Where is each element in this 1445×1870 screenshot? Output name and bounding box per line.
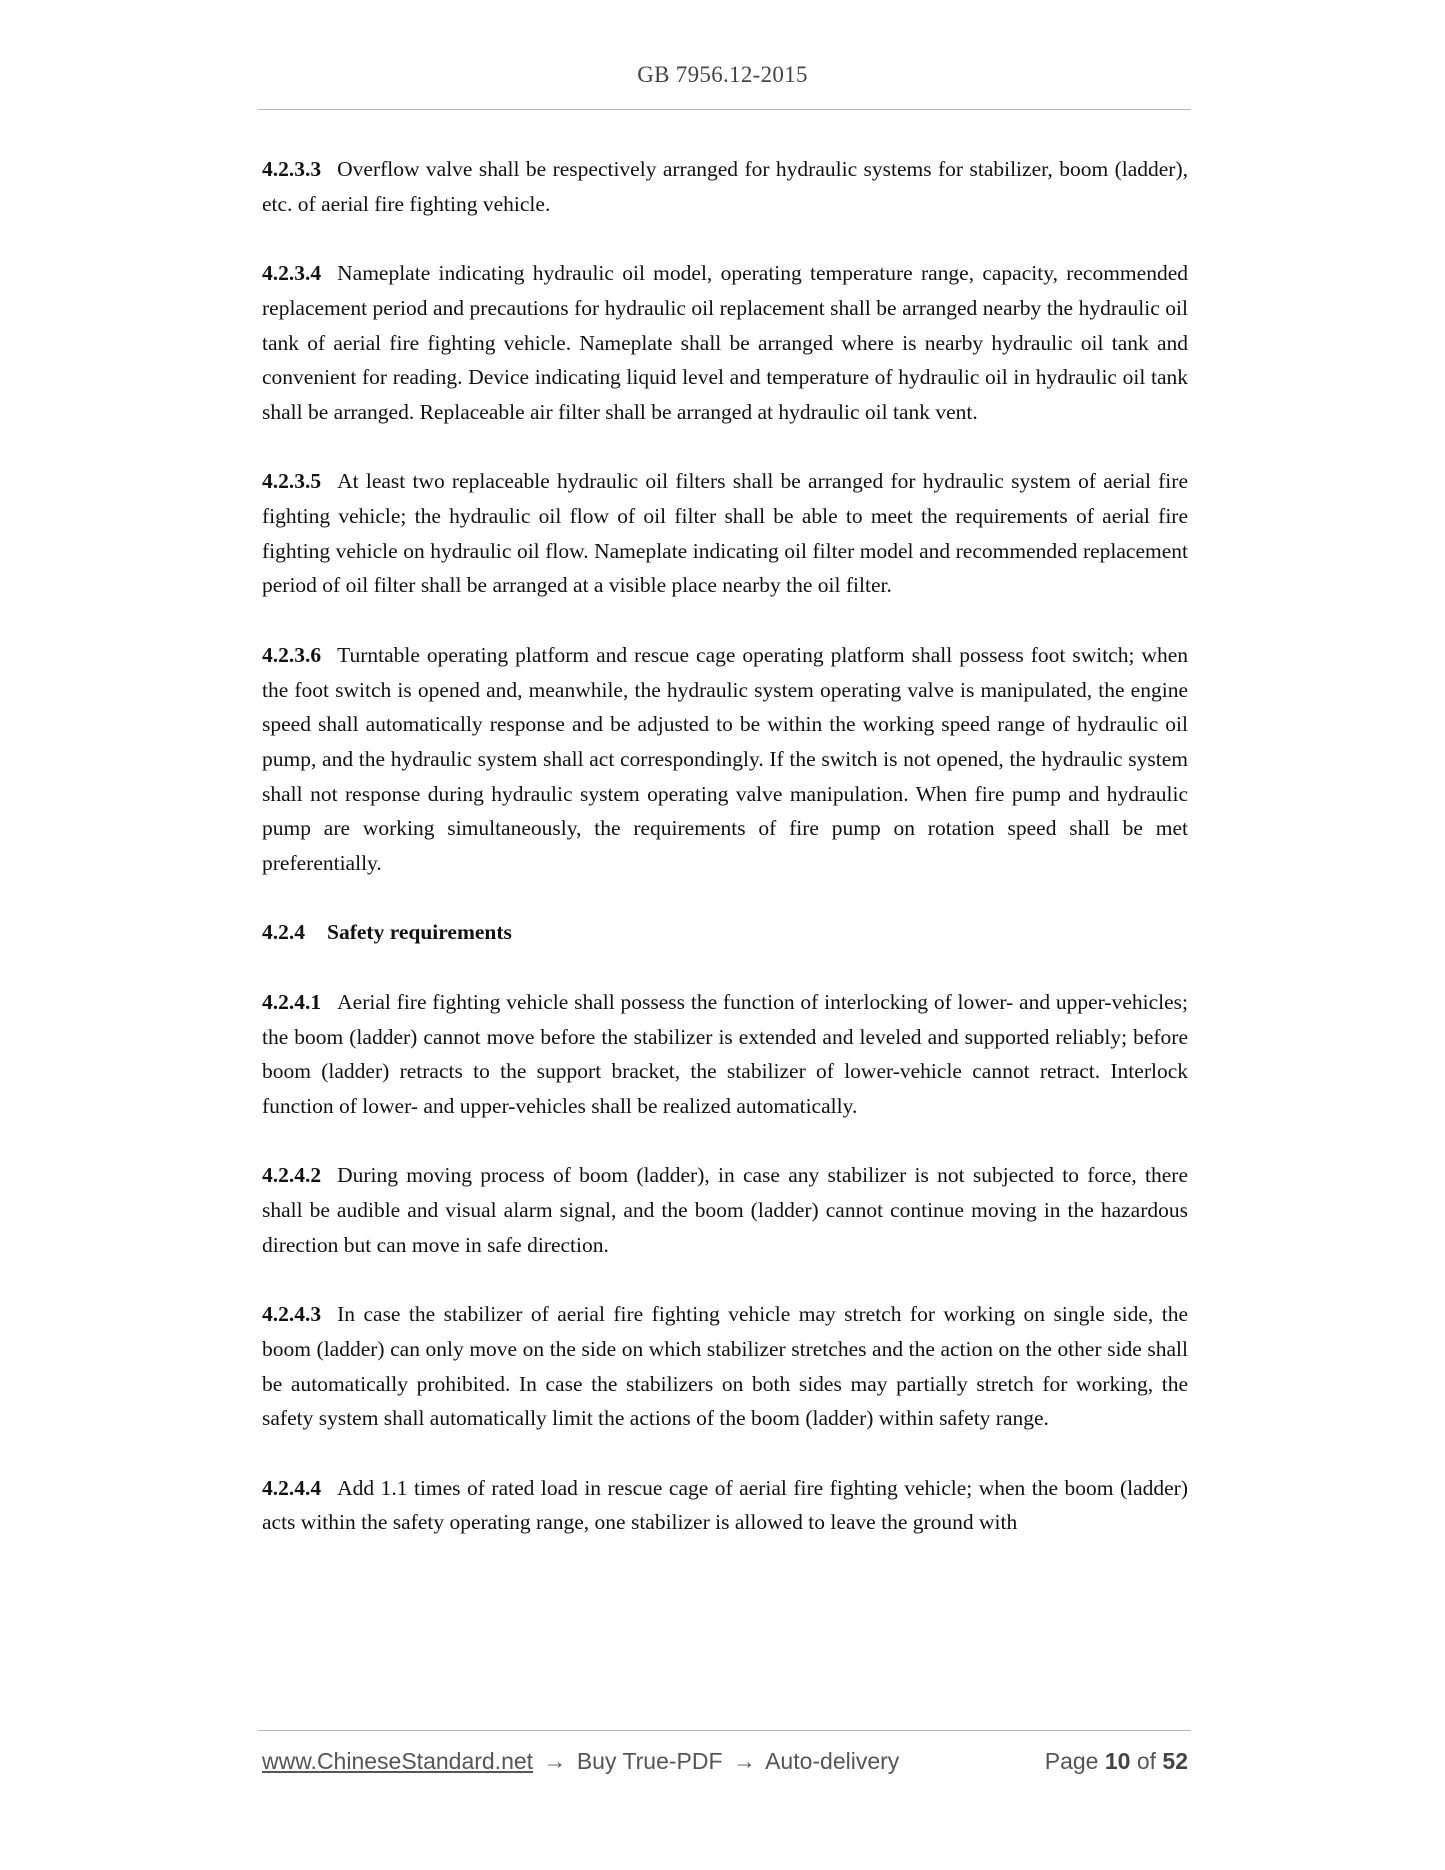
clause-4-2-4-1 <box>262 985 1188 1124</box>
clause-4-2-4-3 <box>262 1297 1188 1436</box>
page-total: 52 <box>1162 1748 1188 1774</box>
clause-text: Overflow valve shall be respectively arranged for hydraulic systems for stabilizer, boom (ladder), etc. of aerial fire fighting vehicle. <box>262 157 1188 216</box>
clause-text: Aerial fire fighting vehicle shall possess the function of interlocking of lower- and upper-vehicles; the boom (ladder) cannot move before the stabilizer is extended and leveled and supported reliably; before boom (ladder) retracts to the support bracket, the stabilizer of lower-vehicle cannot retract. Interlock function of lower- and upper-vehicles shall be realized automatically. <box>262 989 1188 1118</box>
section-number: 4.2.4 <box>262 920 305 945</box>
clause-text: Nameplate indicating hydraulic oil model, operating temperature range, capacity, recommended replacement period and precautions for hydraulic oil replacement shall be arranged nearby the hydraulic oil tank of aerial fire fighting vehicle. Nameplate shall be arranged where is nearby hydraulic oil tank and convenient for reading. Device indicating liquid level and temperature of hydraulic oil in hydraulic oil tank shall be arranged. Replaceable air filter shall be arranged at hydraulic oil tank vent. <box>262 261 1188 424</box>
auto-delivery-text: Auto-delivery <box>765 1748 900 1774</box>
clause-4-2-3-5 <box>262 464 1188 603</box>
clause-number: 4.2.3.3 <box>262 157 322 181</box>
page-footer <box>262 1748 1188 1775</box>
clause-4-2-4-2 <box>262 1158 1188 1262</box>
document-header-title: GB 7956.12-2015 <box>637 62 808 87</box>
clause-text: Turntable operating platform and rescue cage operating platform shall possess foot switch; when the foot switch is opened and, meanwhile, the hydraulic system operating valve is manipulated, the engine speed shall automatically response and be adjusted to be within the working speed range of hydraulic oil pump, and the hydraulic system shall act correspondingly. If the switch is not opened, the hydraulic system shall not response during hydraulic system operating valve manipulation. When fire pump and hydraulic pump are working simultaneously, the requirements of fire pump on rotation speed shall be met preferentially. <box>262 642 1188 876</box>
clause-number: 4.2.3.5 <box>262 469 322 494</box>
arrow-right-icon: → <box>732 1748 756 1774</box>
clause-number: 4.2.4.1 <box>262 989 322 1014</box>
clause-text: During moving process of boom (ladder), in case any stabilizer is not subjected to force, there shall be audible and visual alarm signal, and the boom (ladder) cannot continue moving in the hazardous direction but can move in safe direction. <box>262 1163 1188 1257</box>
header-divider <box>258 109 1191 110</box>
clause-text: In case the stabilizer of aerial fire fighting vehicle may stretch for working on single side, the boom (ladder) can only move on the side on which stabilizer stretches and the action on the other side shall be automatically prohibited. In case the stabilizers on both sides may partially stretch for working, the safety system shall automatically limit the actions of the boom (ladder) within safety range. <box>262 1302 1188 1431</box>
clause-number: 4.2.4.3 <box>262 1302 322 1327</box>
clause-number: 4.2.3.6 <box>262 642 322 667</box>
page-of-label: of <box>1136 1748 1157 1774</box>
buy-pdf-text: Buy True-PDF <box>576 1748 723 1774</box>
page-label: Page <box>1044 1748 1099 1774</box>
footer-divider <box>258 1730 1191 1731</box>
page-current: 10 <box>1104 1748 1131 1774</box>
clause-4-2-3-4 <box>262 256 1188 430</box>
clause-number: 4.2.4.2 <box>262 1163 322 1188</box>
page-indicator <box>1045 1748 1188 1775</box>
clause-number: 4.2.4.4 <box>262 1475 322 1500</box>
website-link[interactable]: www.ChineseStandard.net <box>262 1748 534 1774</box>
section-heading <box>262 915 1188 950</box>
footer-promo <box>262 1748 899 1775</box>
clause-4-2-3-6 <box>262 638 1188 881</box>
clause-4-2-4-4 <box>262 1471 1188 1540</box>
arrow-right-icon: → <box>543 1748 567 1774</box>
section-title: Safety requirements <box>327 920 512 945</box>
clause-number: 4.2.3.4 <box>262 261 322 286</box>
clause-text: At least two replaceable hydraulic oil filters shall be arranged for hydraulic system of aerial fire fighting vehicle; the hydraulic oil flow of oil filter shall be able to meet the requirements of aerial fire fighting vehicle on hydraulic oil flow. Nameplate indicating oil filter model and recommended replacement period of oil filter shall be arranged at a visible place nearby the oil filter. <box>262 469 1188 598</box>
document-body <box>262 152 1188 1575</box>
clause-4-2-3-3 <box>262 152 1188 221</box>
clause-text: Add 1.1 times of rated load in rescue cage of aerial fire fighting vehicle; when the boom (ladder) acts within the safety operating range, one stabilizer is allowed to leave the ground with <box>262 1475 1188 1535</box>
